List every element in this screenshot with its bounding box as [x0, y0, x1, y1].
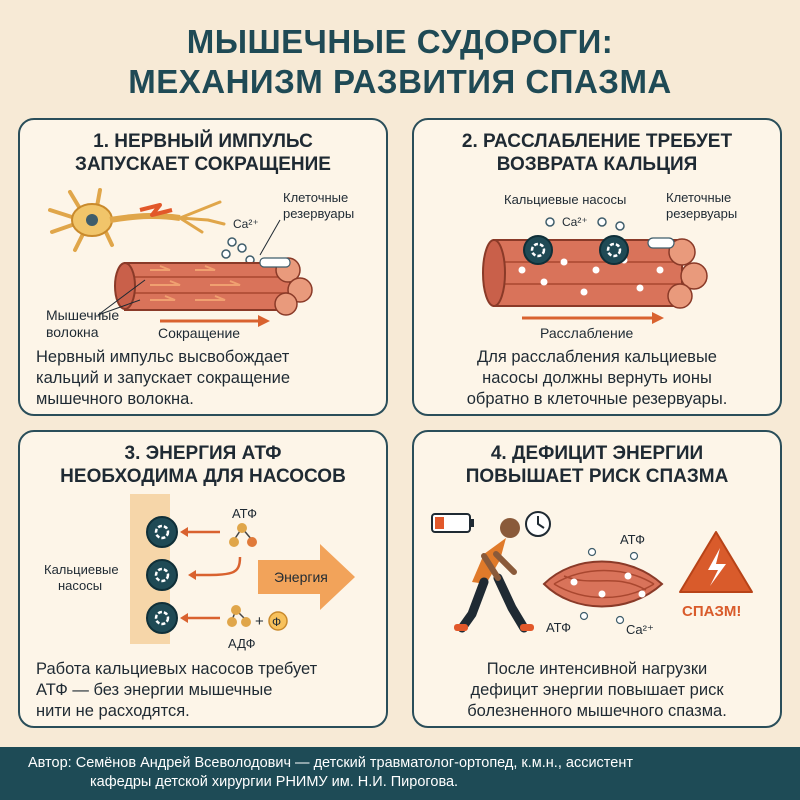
panel-title: 1. НЕРВНЫЙ ИМПУЛЬС ЗАПУСКАЕТ СОКРАЩЕНИЕ [75, 131, 331, 175]
pumps-label-1: Кальциевые [44, 562, 119, 577]
calcium-label: Ca²⁺ [562, 215, 588, 229]
panel-description: Для расслабления кальциевые насосы должны вернуть ионы обратно в клеточные резервуары. [466, 348, 728, 408]
muscle-fiber-icon [483, 238, 707, 308]
fibers-label-1: Мышечные [46, 307, 120, 323]
panel-nerve-impulse [18, 118, 388, 416]
panel-atp-energy [18, 430, 388, 728]
author-line-2: кафедры детской хирургии РНИМУ им. Н.И. Пирогова. [90, 774, 459, 790]
panel-energy-deficit [412, 430, 782, 728]
muscle-fiber-icon [544, 562, 662, 607]
molecule-icon [227, 605, 251, 627]
reservoirs-label-2: резервуары [666, 206, 738, 221]
title-line-1: МЫШЕЧНЫЕ СУДОРОГИ: [186, 23, 614, 60]
panel-calcium-return [412, 118, 782, 416]
reservoirs-label-1: Клеточные [666, 190, 732, 205]
neuron-icon [50, 190, 224, 250]
gear-pump-icon [147, 560, 177, 590]
panel-description: После интенсивной нагрузки дефицит энергии повышает риск болезненного мышечного спазма. [467, 660, 727, 720]
runner-icon [454, 518, 534, 631]
reservoirs-label-1: Клеточные [283, 190, 349, 205]
contraction-label: Сокращение [158, 325, 241, 341]
calcium-label: Ca²⁺ [233, 217, 259, 231]
molecule-icon [229, 523, 257, 547]
plus-sign: + [255, 613, 264, 630]
relaxation-arrow [522, 312, 664, 324]
clock-icon [526, 512, 550, 536]
panel-description: Работа кальциевых насосов требует АТФ — без энергии мышечные нити не расходятся. [36, 660, 318, 720]
battery-low-icon [432, 514, 474, 532]
gear-pump-icon [147, 517, 177, 547]
panel-title: 2. РАССЛАБЛЕНИЕ ТРЕБУЕТ ВОЗВРАТА КАЛЬЦИЯ [461, 131, 733, 175]
atp-energy-illustration [20, 432, 385, 657]
muscle-fiber-icon [115, 258, 312, 315]
atp-bottom-label: АТФ [546, 620, 572, 635]
atp-top-label: АТФ [620, 532, 646, 547]
author-footer [0, 747, 800, 800]
panel-title: 3. ЭНЕРГИЯ АТФ НЕОБХОДИМА ДЛЯ НАСОСОВ [60, 443, 346, 487]
gear-pump-icon [600, 236, 628, 264]
energy-deficit-illustration [414, 432, 779, 657]
fibers-label-2: волокна [46, 324, 99, 340]
relaxation-label: Расслабление [540, 325, 634, 341]
spasm-label: СПАЗМ! [682, 603, 742, 620]
calcium-return-illustration [414, 120, 779, 345]
page-title [0, 22, 800, 102]
title-line-2: МЕХАНИЗМ РАЗВИТИЯ СПАЗМА [128, 63, 672, 100]
pumps-label: Кальциевые насосы [504, 192, 627, 207]
energy-label: Энергия [274, 569, 328, 585]
panel-title: 4. ДЕФИЦИТ ЭНЕРГИИ ПОВЫШАЕТ РИСК СПАЗМА [465, 443, 729, 487]
reservoirs-label-2: резервуары [283, 206, 355, 221]
adp-label: АДФ [228, 636, 256, 651]
author-line-1: Автор: Семёнов Андрей Всеволодович — детский травматолог-ортопед, к.м.н., ассистент [28, 755, 633, 771]
calcium-ions [222, 238, 254, 264]
atp-label: АТФ [232, 506, 258, 521]
calcium-label: Ca²⁺ [626, 622, 654, 637]
phosphate-label: Ф [272, 615, 282, 629]
nerve-impulse-illustration [20, 120, 385, 345]
gear-pump-icon [147, 603, 177, 633]
gear-pump-icon [524, 236, 552, 264]
panel-description: Нервный импульс высвобождает кальций и запускает сокращение мышечного волокна. [36, 348, 291, 408]
lightning-warning-icon [680, 532, 752, 592]
pumps-label-2: насосы [58, 578, 103, 593]
